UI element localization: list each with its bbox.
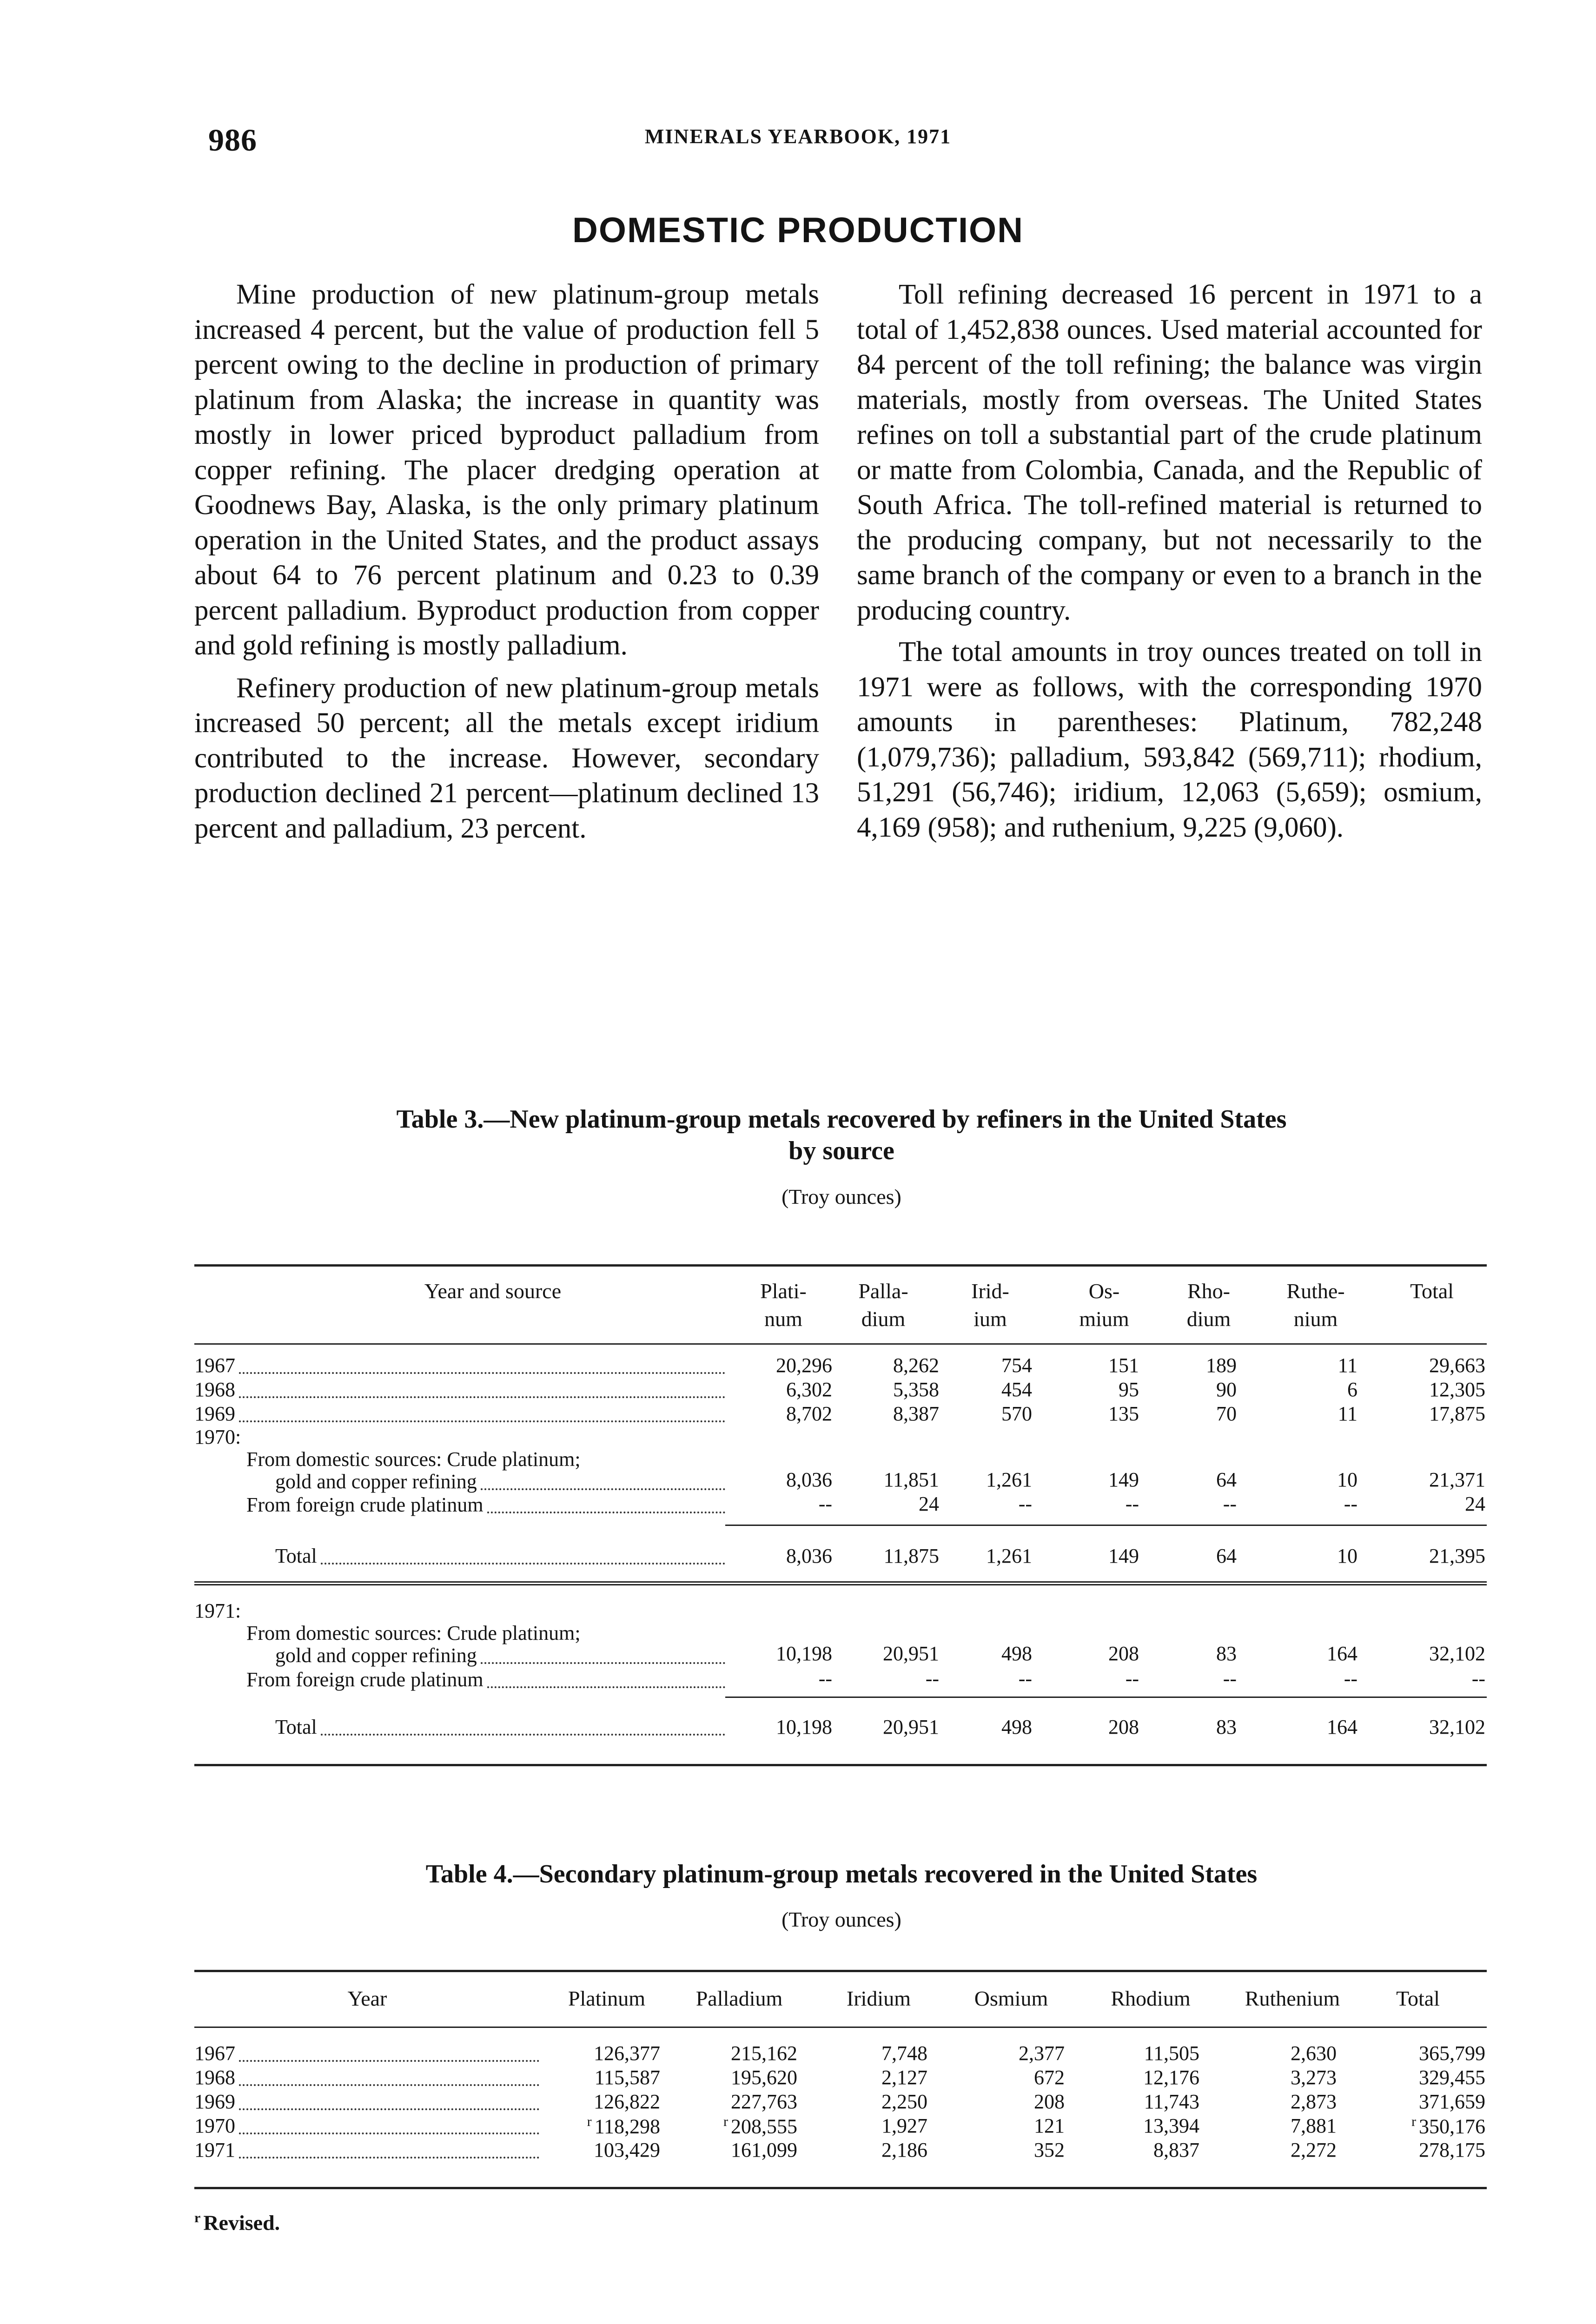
table4-cell bbox=[1364, 2138, 1485, 2162]
table3-mid-rule bbox=[194, 1581, 1487, 1585]
table3-column-header-line1: Palla- bbox=[858, 1279, 908, 1303]
table4-cell-value: 2,630 bbox=[1291, 2042, 1337, 2065]
table4-column-header: Year bbox=[347, 1987, 387, 2010]
table3-stub-header: Year and source bbox=[424, 1279, 562, 1303]
revised-mark: r bbox=[1411, 2114, 1416, 2129]
table3-cell: -- bbox=[1018, 1492, 1032, 1515]
table3-top-rule bbox=[194, 1264, 1487, 1267]
table3-cell: 95 bbox=[1119, 1378, 1139, 1401]
table4-cell-value: 215,162 bbox=[731, 2042, 797, 2065]
table4-cell bbox=[807, 2066, 927, 2089]
table4-bottom-rule bbox=[194, 2187, 1487, 2189]
left-column bbox=[194, 277, 819, 846]
table3-cell: -- bbox=[1018, 1667, 1032, 1690]
table4-cell-value: 2,377 bbox=[1019, 2042, 1065, 2065]
table3-row-label: From domestic sources: Crude platinum; bbox=[246, 1622, 581, 1644]
table3-column-header bbox=[1255, 1277, 1376, 1333]
table4-cell bbox=[1079, 2138, 1199, 2162]
table3-cell: -- bbox=[1125, 1667, 1139, 1690]
table4-cell-value: 161,099 bbox=[731, 2139, 797, 2161]
table3-header-rule bbox=[194, 1343, 1487, 1345]
table3-title bbox=[200, 1103, 1483, 1167]
section-title: DOMESTIC PRODUCTION bbox=[572, 211, 1024, 250]
footnote bbox=[194, 2210, 280, 2235]
table3-cell: 70 bbox=[1216, 1402, 1237, 1425]
paragraph: Mine production of new platinum-group metals increased 4 percent, but the value of production fell 5 percent owing to the decline in production of primary platinum from Alaska; the increase in quantity was mostly in lower priced byproduct palladium from copper refining. The placer dredging operation at Goodnews Bay, Alaska, is the only primary platinum operation in the United States, and the product assays about 64 to 76 percent platinum and 0.23 to 0.39 percent palladium. Byproduct production from copper and gold refining is mostly palladium. bbox=[194, 279, 819, 661]
dot-leader bbox=[487, 1686, 725, 1688]
table3-column-header bbox=[1044, 1277, 1165, 1333]
dot-leader bbox=[321, 1563, 725, 1565]
table3-cell: 6,302 bbox=[786, 1378, 832, 1401]
table4-cell bbox=[1079, 2114, 1199, 2138]
table3-cell: 5,358 bbox=[893, 1378, 939, 1401]
table3-cell: -- bbox=[818, 1492, 832, 1515]
table3-cell: 754 bbox=[1001, 1354, 1032, 1377]
table3-row-label: Total bbox=[275, 1716, 317, 1738]
table3-cell: 29,663 bbox=[1429, 1354, 1485, 1377]
table4-cell bbox=[807, 2041, 927, 2065]
table4-cell bbox=[1364, 2090, 1485, 2113]
table4-cell-value: 13,394 bbox=[1143, 2114, 1199, 2137]
table4-row-label: 1969 bbox=[194, 2090, 235, 2113]
revised-mark: r bbox=[587, 2114, 592, 2129]
table3-cell: 149 bbox=[1108, 1468, 1139, 1491]
table3-cell: 20,951 bbox=[883, 1716, 939, 1738]
table4-cell-value: 350,176 bbox=[1419, 2115, 1485, 2138]
table3-column-header-line2: dium bbox=[1186, 1307, 1231, 1331]
table4-unit: (Troy ounces) bbox=[781, 1908, 901, 1931]
table3-cell: 20,951 bbox=[883, 1642, 939, 1665]
table3-cell: 24 bbox=[1465, 1492, 1485, 1515]
table3-cell: 8,036 bbox=[786, 1545, 832, 1567]
table3-column-header-line1: Plati- bbox=[760, 1279, 807, 1303]
table3-bottom-rule bbox=[194, 1764, 1487, 1766]
dot-leader bbox=[239, 2157, 539, 2159]
table4-cell-value: 2,186 bbox=[881, 2139, 927, 2161]
table3-cell: 208 bbox=[1108, 1642, 1139, 1665]
revised-mark: r bbox=[723, 2114, 728, 2129]
table4-cell bbox=[1216, 2114, 1337, 2138]
table3-cell: 164 bbox=[1327, 1642, 1358, 1665]
table3-cell: 151 bbox=[1108, 1354, 1139, 1377]
table4-cell-value: 365,799 bbox=[1419, 2042, 1485, 2065]
table4-cell-value: 126,377 bbox=[594, 2042, 660, 2065]
table4-column-header: Ruthenium bbox=[1245, 1987, 1340, 2010]
table3-cell: 12,305 bbox=[1429, 1378, 1485, 1401]
table3-cell: 6 bbox=[1347, 1378, 1358, 1401]
table3-cell: 8,036 bbox=[786, 1468, 832, 1491]
table3-column-header-line1: Rho- bbox=[1187, 1279, 1230, 1303]
dot-leader bbox=[239, 1420, 725, 1422]
table4-cell-value: 8,837 bbox=[1153, 2139, 1199, 2161]
table3-cell: 32,102 bbox=[1429, 1716, 1485, 1738]
table4-column-header: Platinum bbox=[568, 1987, 646, 2010]
table3-cell: 164 bbox=[1327, 1716, 1358, 1738]
table3-cell: 10 bbox=[1337, 1545, 1358, 1567]
table3-column-header-line1: Irid- bbox=[971, 1279, 1009, 1303]
table4-row-label: 1968 bbox=[194, 2066, 235, 2089]
table3-cell: 21,395 bbox=[1429, 1545, 1485, 1567]
table4-cell bbox=[1216, 2066, 1337, 2089]
table4-cell-value: 7,881 bbox=[1291, 2114, 1337, 2137]
dot-leader bbox=[321, 1734, 725, 1736]
dot-leader bbox=[239, 2133, 539, 2134]
table3-cell: -- bbox=[1471, 1667, 1485, 1690]
table3-column-header-line2: ium bbox=[973, 1307, 1007, 1331]
table4-cell bbox=[1079, 2066, 1199, 2089]
dot-leader bbox=[239, 2084, 539, 2086]
table3-row-label: 1969 bbox=[194, 1402, 235, 1425]
table4-cell-value: 3,273 bbox=[1291, 2066, 1337, 2089]
table4-cell-value: 329,455 bbox=[1419, 2066, 1485, 2089]
table3-cell: 1,261 bbox=[986, 1545, 1032, 1567]
table3-cell: -- bbox=[1223, 1492, 1237, 1515]
table4-cell-value: 672 bbox=[1034, 2066, 1065, 2089]
table4-cell-value: 7,748 bbox=[881, 2042, 927, 2065]
table4-cell-value: 126,822 bbox=[594, 2090, 660, 2113]
table3-row-label: gold and copper refining bbox=[275, 1644, 477, 1667]
table4-cell-value: 12,176 bbox=[1143, 2066, 1199, 2089]
table4-cell bbox=[944, 2041, 1065, 2065]
table3-cell: 10,198 bbox=[776, 1716, 832, 1738]
table3-row-label: From foreign crude platinum bbox=[246, 1493, 483, 1516]
table4-cell bbox=[807, 2138, 927, 2162]
table3-cell: 1,261 bbox=[986, 1468, 1032, 1491]
table4-cell bbox=[807, 2114, 927, 2138]
table4-cell bbox=[539, 2138, 660, 2162]
table3-title-line2: by source bbox=[788, 1136, 894, 1165]
table4-row-label: 1970 bbox=[194, 2114, 235, 2137]
table4-cell-value: 121 bbox=[1034, 2114, 1065, 2137]
table4-cell bbox=[807, 2090, 927, 2113]
table4-cell bbox=[539, 2090, 660, 2113]
table4-row-label: 1967 bbox=[194, 2042, 235, 2065]
table4-cell-value: 208 bbox=[1034, 2090, 1065, 2113]
table3-column-header-line2: num bbox=[764, 1307, 802, 1331]
dot-leader bbox=[481, 1662, 725, 1664]
table3-unit: (Troy ounces) bbox=[781, 1185, 901, 1208]
table3-cell: 8,387 bbox=[893, 1402, 939, 1425]
table3-cell: 21,371 bbox=[1429, 1468, 1485, 1491]
table4-column-header: Iridium bbox=[847, 1987, 911, 2010]
table3-cell: 11 bbox=[1338, 1402, 1358, 1425]
table3-cell: 498 bbox=[1001, 1642, 1032, 1665]
table4-cell bbox=[944, 2066, 1065, 2089]
table4-column-header: Total bbox=[1396, 1987, 1440, 2010]
table4-cell bbox=[1079, 2090, 1199, 2113]
table4-cell-value: 11,743 bbox=[1144, 2090, 1199, 2113]
table3-cell: 135 bbox=[1108, 1402, 1139, 1425]
table4-cell-value: 208,555 bbox=[731, 2115, 797, 2138]
table4-cell bbox=[676, 2114, 797, 2139]
dot-leader bbox=[239, 2060, 539, 2062]
table4-cell-value: 352 bbox=[1034, 2139, 1065, 2161]
table3-column-header bbox=[823, 1277, 944, 1333]
right-column bbox=[857, 277, 1482, 845]
table3-cell: 20,296 bbox=[776, 1354, 832, 1377]
table3-title-line1: Table 3.—New platinum-group metals recovered by refiners in the United States bbox=[396, 1105, 1287, 1134]
table4-column-header: Rhodium bbox=[1111, 1987, 1191, 2010]
table3-row-label: From domestic sources: Crude platinum; bbox=[246, 1448, 581, 1471]
table4-top-rule bbox=[194, 1970, 1487, 1972]
table4-title: Table 4.—Secondary platinum-group metals recovered in the United States bbox=[425, 1860, 1258, 1888]
paragraph: Refinery production of new platinum-group metals increased 50 percent; all the metals except iridium contributed to the increase. However, secondary production declined 21 percent—platinum declined 13 percent and palladium, 23 percent. bbox=[194, 672, 819, 844]
table3-cell: -- bbox=[1344, 1667, 1358, 1690]
table4-cell bbox=[944, 2138, 1065, 2162]
table4-cell-value: 371,659 bbox=[1419, 2090, 1485, 2113]
table3-row-label: gold and copper refining bbox=[275, 1470, 477, 1493]
page-number: 986 bbox=[208, 122, 257, 158]
table3-column-header-line1: Total bbox=[1410, 1279, 1454, 1303]
table3-column-header bbox=[1371, 1277, 1492, 1305]
table3-row-label: 1971: bbox=[194, 1599, 241, 1622]
table4-cell bbox=[539, 2066, 660, 2089]
table3-cell: 11,851 bbox=[883, 1468, 939, 1491]
paragraph: The total amounts in troy ounces treated on toll in 1971 were as follows, with the corresponding 1970 amounts in parentheses: Platinum, 782,248 (1,079,736); palladium, 593,842 (569,711); rhodium, 51,291 (56,746); iridium, 12,063 (5,659); osmium, 4,169 (958); and ruthenium, 9,225 (9,060). bbox=[857, 636, 1482, 843]
table3-cell: 64 bbox=[1216, 1468, 1237, 1491]
table4-cell bbox=[1364, 2066, 1485, 2089]
table3-row-label: 1967 bbox=[194, 1354, 235, 1377]
table4-cell bbox=[1216, 2041, 1337, 2065]
table3-cell: 8,702 bbox=[786, 1402, 832, 1425]
table3-cell: 83 bbox=[1216, 1716, 1237, 1738]
footnote-text: Revised. bbox=[203, 2211, 280, 2235]
table4-cell bbox=[1364, 2114, 1485, 2139]
table4-cell bbox=[676, 2041, 797, 2065]
table3-cell: 10,198 bbox=[776, 1642, 832, 1665]
table3-sum-rule bbox=[725, 1525, 1487, 1526]
table4-cell bbox=[944, 2114, 1065, 2138]
table3-cell: 11,875 bbox=[883, 1545, 939, 1567]
dot-leader bbox=[239, 1396, 725, 1398]
table4-cell-value: 118,298 bbox=[594, 2115, 660, 2138]
table3-cell: 208 bbox=[1108, 1716, 1139, 1738]
table3-row-label: 1968 bbox=[194, 1378, 235, 1401]
table4-cell-value: 11,505 bbox=[1144, 2042, 1199, 2065]
table3-column-header-line1: Ruthe- bbox=[1286, 1279, 1345, 1303]
dot-leader bbox=[481, 1488, 725, 1490]
table3-column-header-line1: Os- bbox=[1088, 1279, 1120, 1303]
table3-cell: 149 bbox=[1108, 1545, 1139, 1567]
table3-cell: -- bbox=[1125, 1492, 1139, 1515]
dot-leader bbox=[239, 2108, 539, 2110]
table3-cell: 189 bbox=[1206, 1354, 1237, 1377]
table3-row-label: 1970: bbox=[194, 1426, 241, 1448]
table3-column-header bbox=[1148, 1277, 1269, 1333]
table4-cell-value: 2,250 bbox=[881, 2090, 927, 2113]
table4-cell-value: 115,587 bbox=[594, 2066, 660, 2089]
table3-cell: 32,102 bbox=[1429, 1642, 1485, 1665]
table4-cell bbox=[1216, 2090, 1337, 2113]
table4-cell-value: 103,429 bbox=[594, 2139, 660, 2161]
running-head: MINERALS YEARBOOK, 1971 bbox=[644, 125, 952, 148]
table3-cell: -- bbox=[1223, 1667, 1237, 1690]
table4-cell-value: 278,175 bbox=[1419, 2139, 1485, 2161]
table4-cell bbox=[676, 2138, 797, 2162]
table4-header-rule bbox=[194, 2027, 1487, 2028]
dot-leader bbox=[239, 1372, 725, 1374]
table4-cell bbox=[944, 2090, 1065, 2113]
table4-cell-value: 2,272 bbox=[1291, 2139, 1337, 2161]
table4-cell bbox=[1079, 2041, 1199, 2065]
table4-cell-value: 227,763 bbox=[731, 2090, 797, 2113]
table4-cell bbox=[1216, 2138, 1337, 2162]
table4-cell-value: 2,873 bbox=[1291, 2090, 1337, 2113]
table4-cell bbox=[676, 2066, 797, 2089]
table3-cell: 454 bbox=[1001, 1378, 1032, 1401]
table3-sum-rule bbox=[725, 1697, 1487, 1698]
footnote-mark: r bbox=[194, 2210, 201, 2225]
dot-leader bbox=[487, 1512, 725, 1513]
table3-row-label: Total bbox=[275, 1545, 317, 1567]
table3-row-label: From foreign crude platinum bbox=[246, 1668, 483, 1691]
table3-column-header-line2: nium bbox=[1293, 1307, 1338, 1331]
table4-column-header: Osmium bbox=[974, 1987, 1048, 2010]
table3-cell: 498 bbox=[1001, 1716, 1032, 1738]
table3-column-header-line2: dium bbox=[861, 1307, 906, 1331]
table3-cell: 83 bbox=[1216, 1642, 1237, 1665]
table4-cell bbox=[676, 2090, 797, 2113]
table3-cell: -- bbox=[818, 1667, 832, 1690]
table4-cell bbox=[539, 2041, 660, 2065]
table3-cell: 570 bbox=[1001, 1402, 1032, 1425]
table3-cell: -- bbox=[1344, 1492, 1358, 1515]
table3-cell: 17,875 bbox=[1429, 1402, 1485, 1425]
table4-cell bbox=[1364, 2041, 1485, 2065]
table4-column-header: Palladium bbox=[695, 1987, 783, 2010]
table3-cell: 10 bbox=[1337, 1468, 1358, 1491]
table4-cell bbox=[539, 2114, 660, 2139]
table3-cell: 8,262 bbox=[893, 1354, 939, 1377]
table4-cell-value: 195,620 bbox=[731, 2066, 797, 2089]
table4-cell-value: 2,127 bbox=[881, 2066, 927, 2089]
table3-cell: -- bbox=[925, 1667, 939, 1690]
table4-row-label: 1971 bbox=[194, 2139, 235, 2161]
table3-cell: 90 bbox=[1216, 1378, 1237, 1401]
table3-column-header-line2: mium bbox=[1079, 1307, 1129, 1331]
table3-cell: 11 bbox=[1338, 1354, 1358, 1377]
table3-column-header bbox=[930, 1277, 1051, 1333]
paragraph: Toll refining decreased 16 percent in 1971 to a total of 1,452,838 ounces. Used material accounted for 84 percent of the toll refining; the balance was virgin materials, mostly from overseas. The United States refines on toll a substantial part of the crude platinum or matte from Colombia, Canada, and the Republic of South Africa. The toll-refined material is returned to the producing company, but not necessarily to the same branch of the company or even to a branch in the producing country. bbox=[857, 279, 1482, 626]
table3-cell: 24 bbox=[919, 1492, 939, 1515]
table3-cell: 64 bbox=[1216, 1545, 1237, 1567]
table4-cell-value: 1,927 bbox=[881, 2114, 927, 2137]
